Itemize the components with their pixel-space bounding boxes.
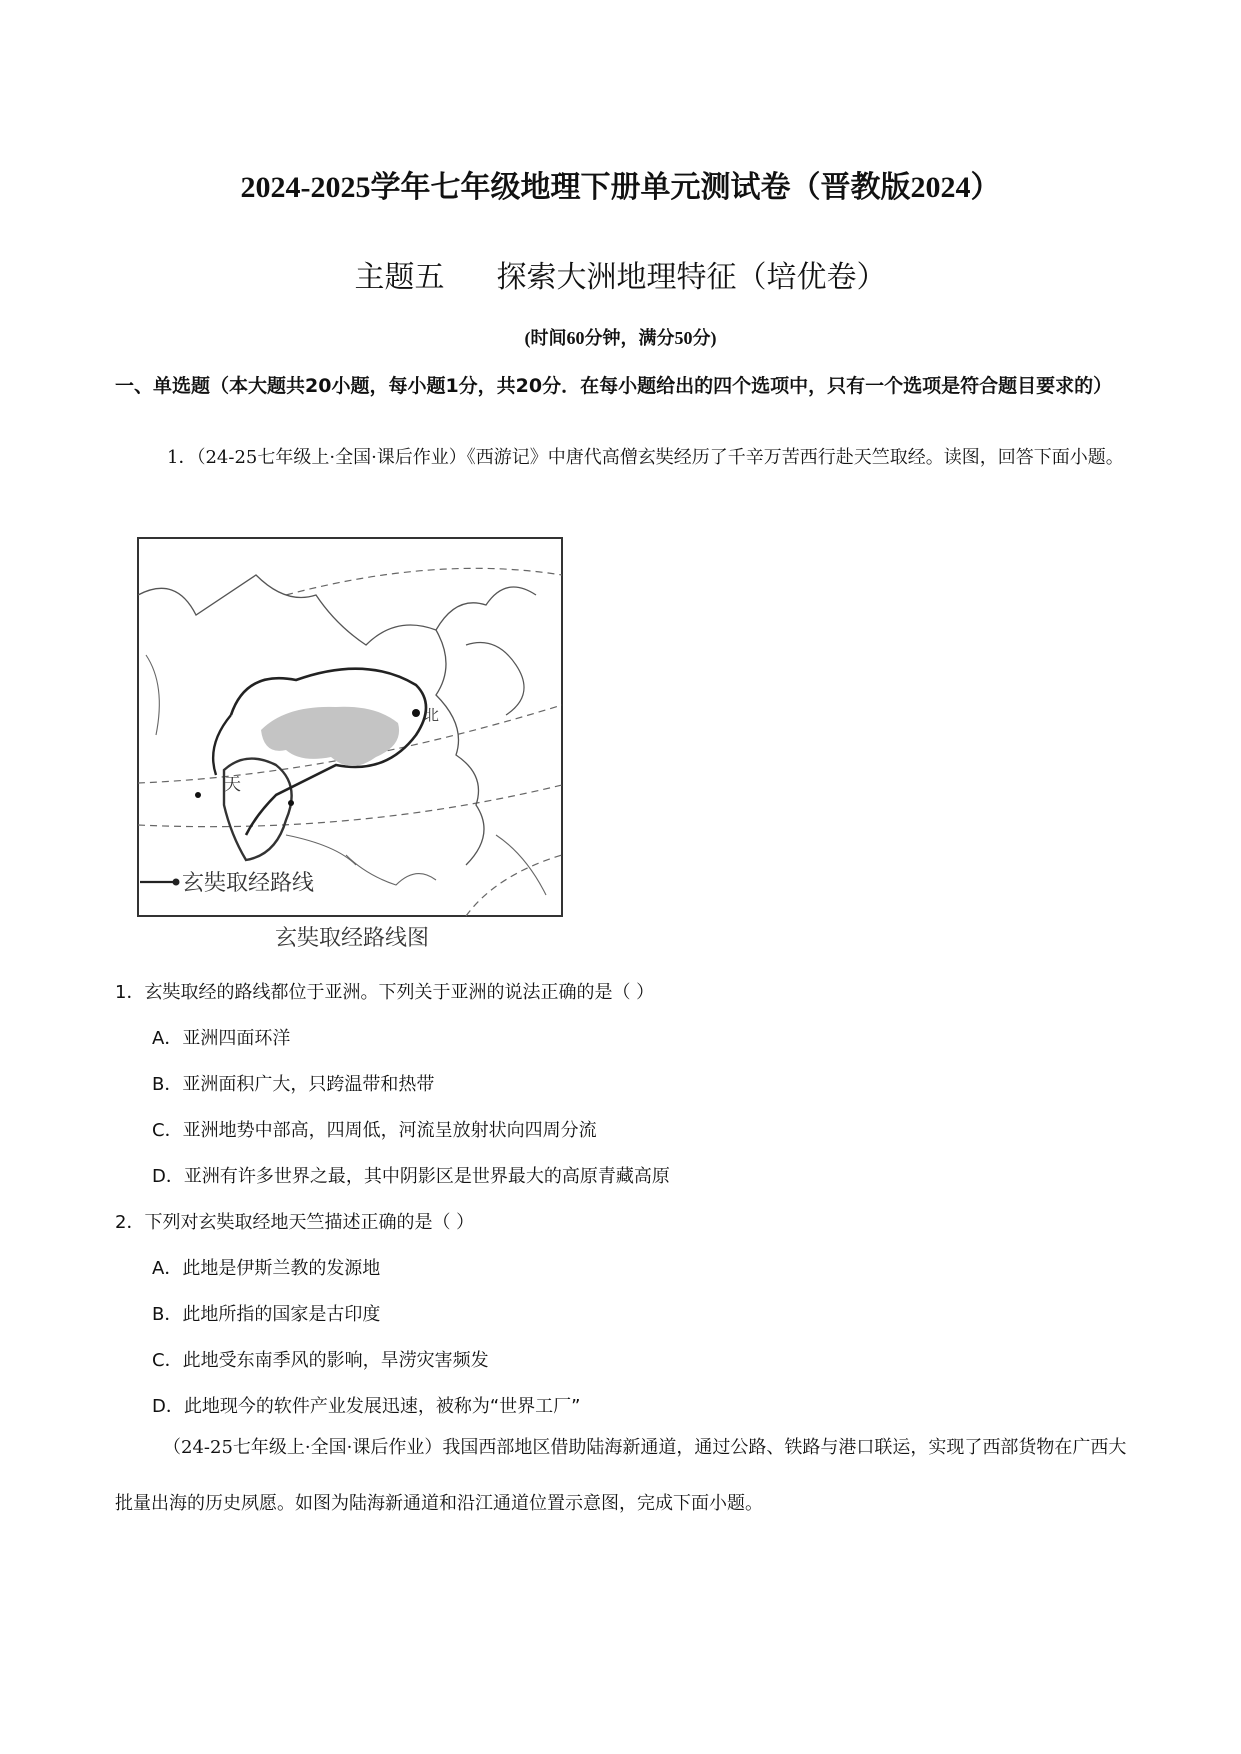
map-label-tian: 天: [224, 775, 241, 795]
passage-intro-2: （24-25七年级上·全国·课后作业）我国西部地区借助陆海新通道，通过公路、铁路与港口联运，实现了西部货物在广西大批量出海的历史夙愿。如图为陆海新通道和沿江通道位置示意图，完成下面小题。: [115, 1437, 1127, 1514]
map-legend: 玄奘取经路线: [182, 871, 315, 896]
subtitle-topic: 探索大洲地理特征（培优卷）: [496, 260, 887, 295]
route-map: [136, 535, 568, 953]
page-subtitle: [0, 252, 1241, 296]
question-2-stem: 2．下列对玄奘取经地天竺描述正确的是（ ）: [115, 1212, 475, 1233]
subtitle-theme: 主题五: [354, 260, 445, 295]
question-1-stem: 1．玄奘取经的路线都位于亚洲。下列关于亚洲的说法正确的是（ ）: [115, 982, 655, 1003]
time-note: (时间60分钟，满分50分): [524, 328, 717, 348]
question-2-option-d: D．此地现今的软件产业发展迅速，被称为“世界工厂”: [152, 1396, 581, 1417]
question-2-option-a: A．此地是伊斯兰教的发源地: [152, 1258, 381, 1279]
question-2-option-c: C．此地受东南季风的影响，旱涝灾害频发: [152, 1350, 489, 1371]
map-label-bei: 北: [424, 706, 440, 724]
section-heading: 一、单选题（本大题共20小题，每小题1分，共20分．在每小题给出的四个选项中，只有一个选项是符合题目要求的）: [115, 375, 1113, 397]
passage-intro: 1．（24-25七年级上·全国·课后作业）《西游记》中唐代高僧玄奘经历了千辛万苦西行赴天竺取经。读图，回答下面小题。: [167, 447, 1124, 468]
question-1-option-b: B．亚洲面积广大，只跨温带和热带: [152, 1074, 435, 1095]
question-1-option-a: A．亚洲四面环洋: [152, 1028, 291, 1049]
question-1-option-c: C．亚洲地势中部高，四周低，河流呈放射状向四周分流: [152, 1120, 597, 1141]
question-2-option-b: B．此地所指的国家是古印度: [152, 1304, 381, 1325]
map-caption: 玄奘取经路线图: [274, 926, 430, 951]
question-1-option-d: D．亚洲有许多世界之最，其中阴影区是世界最大的高原青藏高原: [152, 1166, 670, 1187]
page-title: 2024-2025学年七年级地理下册单元测试卷（晋教版2024）: [240, 171, 1001, 204]
route-map-figure: [136, 535, 568, 953]
